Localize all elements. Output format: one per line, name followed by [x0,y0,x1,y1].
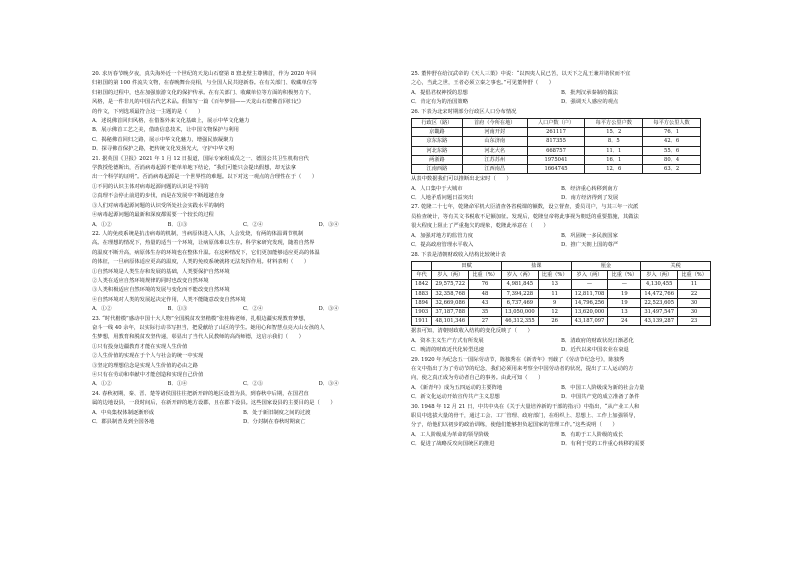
table-header-cell: 每平方公里人数 [643,119,701,128]
table-header-cell: 比重（%） [538,271,571,280]
question-stem: 风格，是一件非凡的中国古代艺术品。假如写一篇《百年梦圆——天龙山石窟佛首回归记》 [92,99,304,106]
question-28 [411,251,711,356]
question-stem: 分子，给他们以初步的政治训练，使他们能够担负起国家的管理工作。”这些说明（ ） [411,422,618,429]
table-cell: 江南西路 [412,165,463,174]
table-row [412,307,711,316]
options-grid [411,337,711,356]
question-stem: 26. 下表为北宋时期部分行政区人口分布情况 [411,108,517,115]
question-stem: 27. 乾隆二十七年，乾隆命军机大臣清查各省税课的额数，设立督查，委员司户，与其三年一次派 [411,204,639,211]
option-b: B．①③ [167,306,188,313]
option-a: A．人口集中于大城市 [411,185,463,192]
question-stem: 25. 董仲舒在给汉武帝的《天人三策》中说：“以四夷人民已苦，以天下之乱王兼并诸侯而不宜 [411,71,631,77]
table-cell: 32,669,086 [432,298,469,307]
question-stem: 在文中指出了为了劳动节的纪念，我们必须用来考察全中国劳动者的状况，提出了工人运动的方 [411,365,634,372]
table-header-cell: 田赋 [432,261,502,270]
option-a: A．工人阶级成为革命的领导阶级 [411,431,489,438]
question-stem: 很大程度上阻止了严重拖欠的现象，乾隆此举意在（ ） [411,223,549,230]
table-cell: 12,811,708 [571,289,608,298]
table-cell: 两浙路 [412,155,463,164]
question-stem: 高。在理想的情况下，热量的适当一个环境，让病原体难以生存。科学家研究发现，随着自然界 [92,240,315,247]
option-c: C．新文化运动开始宣传共产主义思想 [411,394,500,401]
table-cell: 48 [469,289,502,298]
table-cell: — [608,280,641,289]
question-stem: 22. 人的免疫系统是抗击病毒的机制，当病原体进入人体，人会发烧，有两的体温调节机制 [92,230,304,237]
statement-item: ①只有投身边疆教育才能在实现人生价值 [92,343,188,350]
table-cell: 42．6 [643,137,701,146]
table-subheader-row [412,271,711,280]
table-cell: 11 [538,289,571,298]
table-cell: 1883 [412,289,432,298]
question-stem: 29. 1920 年为纪念五一国际劳动节，陈独秀在《新青年》刊载了《劳动节纪念号》，陈独秀 [411,356,625,363]
left-column [92,70,394,427]
table-cell: 14,472,766 [641,289,678,298]
option-b: B．有助于工人阶级的成长 [561,431,624,438]
question-stem: 属的边地设县，一段时间后，在新开辟的地方设郡，且在郡下设县。这些国家设县的主要目的是（ ） [92,400,336,407]
question-stem: 归祖国的第 100 件流失文物，在春晚舞台亮相，与全国人民共迎新春。在有关部门、收藏单位等 [92,80,318,87]
question-stem: 之心，当此之世，王者必须立秦之事也。”可见董仲舒（ ） [411,80,555,87]
statement-item: ④只有在劳动和奉献中才能创造和实现自己价值 [92,372,204,378]
option-c: C．郡县制普及到全国各地 [92,419,155,426]
option-a: A．述说佛首回归风格，在借鉴外来文化基础上，展示中华文化魅力 [92,118,250,125]
table-cell: 76 [469,280,502,289]
option-d: D．中国共产党的成立准备了条件 [561,394,640,401]
table-header-cell: 关税 [641,261,711,270]
table-header-cell: 盐课 [501,261,571,270]
table-cell: — [571,280,608,289]
option-d: D．③④ [318,306,339,313]
table-cell: 63．2 [643,165,701,174]
question-stem: 28. 下表是清朝财政收入结构比较统计表 [411,251,506,258]
table-cell: 35 [469,307,502,316]
table-cell: 26 [538,317,571,326]
table-body [412,280,711,326]
table-cell: 山东济南 [462,137,527,146]
question-26 [411,108,711,204]
question-stem: 24. 春秋初期，秦、晋、楚等诸侯国往往把新开辟的地区设置为县，到春秋中后期，在国君直 [92,390,309,397]
option-b: B．经济重心转移到南方 [561,185,618,192]
table-cell: 14,796,256 [571,298,608,307]
option-a: A．①② [92,306,112,313]
table-cell: 76．1 [643,128,701,137]
table-cell: 13 [608,307,641,316]
table-cell: 1842 [412,280,432,289]
table-cell: 27 [469,317,502,326]
table-cell: 13,050,000 [501,307,538,316]
option-b: B．巩固统一多民族国家 [561,232,618,239]
table-cell: 37,187,788 [432,307,469,316]
revenue-table [411,261,711,326]
question-stem: 学教授伦德斯出，否消病毒起源不能单单地下结论，“我们可能只会提出假想，却无法拿 [92,165,296,172]
question-20 [92,70,394,155]
option-d: D．推广天朝上国的尊严 [561,242,619,249]
option-d: D．探寻佛首保护之路，把传统文化发扬光大，守护中华文明 [92,146,234,153]
question-30 [411,403,711,450]
table-row [412,137,701,146]
question-29 [411,356,711,403]
option-c: C．②④ [243,306,263,313]
table-cell: 1903 [412,307,432,316]
statement-item: ④自然环境对人类的发展起决定作用，人类不能随意改变自然环境 [92,296,246,303]
table-header-cell: 岁入（两） [501,271,538,280]
table-cell: 55．6 [643,146,701,155]
question-stem: 的体征，一旦病原体适应更高的温度，人类的免疫系统就将无法发挥作用。材料表明（ ） [92,259,310,266]
question-stem: 23. “时代楷模”感动中国十大人物”全国脱贫攻坚楷模”张桂梅老师，扎根边疆实现教育梦想， [92,315,309,322]
question-stem: 员检查统计，等有关文书税收不足额加征。发现后，乾隆皇帝将此事视为朝廷的重要措施，其做法 [411,213,639,220]
table-cell: 817355 [527,137,585,146]
table-cell: 22 [678,289,711,298]
table-header-cell: 年代 [412,271,432,280]
table-cell: 19 [608,298,641,307]
option-b: B．①③ [167,221,188,228]
table-cell: 32,358,768 [432,289,469,298]
options-row [92,380,394,389]
table-cell: 7,394,228 [501,289,538,298]
option-b: B．清政府的财政状况日渐恶化 [561,337,634,344]
table-cell: 24 [608,317,641,326]
table-row [412,317,711,326]
table-header-cell: 岁入（两） [571,271,608,280]
statement-item: ③人们对病毒起源问题的认识受所处社会实践水平的制约 [92,202,225,209]
question-stem: 生梦想，用教育和脱贫攻坚传递，彰显出了当代人民教师的高尚师德，这启示我们（ ） [92,334,304,341]
option-d: D．有利于党的工作重心转移的需要 [561,441,645,448]
question-stem: 奋斗一线 40 余年，以实际行动书写担当，把爱献给了山区的学生。她用心和智慧点亮大山女孩的人 [92,324,325,331]
question-stem: 职员中选拔大量的骨干，通过工会、工厂管理、政府部门，在组织上、思想上、工作上加强领导， [411,412,639,419]
option-a: A．中央集权体制逐渐形成 [92,409,155,416]
table-cell: 12 [538,307,571,316]
option-c: C．揭秘佛首回归之路，展示中华文化魅力，增强民族凝聚力 [92,136,234,143]
statement-item: ④病毒起源问题的最新和深度都需要一个较长的过程 [92,212,214,219]
option-c: C．②③ [243,381,263,388]
option-c: C．②④ [243,221,263,228]
table-cell: 15．2 [585,128,643,137]
options-row [92,221,394,230]
table-header-cell: 比重（%） [678,271,711,280]
statement-item: ③坚定的理想信念是实现人生价值的必由之路 [92,362,198,369]
option-a: A．加强对地方的监管力度 [411,232,474,239]
table-cell: 13 [538,280,571,289]
option-c: C．人地矛盾问题日益突出 [411,195,474,202]
table-cell: 23 [678,317,711,326]
table-cell: 46,312,355 [501,317,538,326]
table-row [412,146,701,155]
table-cell: 1975041 [527,155,585,164]
table-cell: 4,130,455 [641,280,678,289]
table-cell: 43,187,097 [571,317,608,326]
statement-item: ②人类在适应自然环境规律的同时也改变自然环境 [92,277,209,284]
question-23 [92,315,394,390]
options-grid [411,384,711,403]
table-cell: 11 [678,280,711,289]
table-header-cell: 每平方公里户数 [585,119,643,128]
table-cell: 30 [678,307,711,316]
question-22 [92,230,394,315]
table-header-cell: 首府（今所在地） [462,119,527,128]
question-25 [411,70,711,108]
question-stem: 21. 据英国《卫报》2021 年 1 月 12 日报道，国际专家组成员之一、德国公共卫生机构官代 [92,155,309,162]
option-d: D．③④ [318,221,339,228]
option-a: A．资本主义生产方式有所发展 [411,337,484,344]
option-b: B．展示佛首工艺之美，借助信息技术，让中国文物保护与利用 [92,127,239,134]
table-row [412,128,701,137]
table-cell: 261117 [527,128,585,137]
statement-item: ③人类积极适应自然环境的发展与变化而不能改变自然环境 [92,287,230,294]
table-cell: 43,139,287 [641,317,678,326]
table-cell: 河南开封 [462,128,527,137]
options-grid [411,89,711,108]
option-b: B．处于新旧制度之间的过渡 [243,409,311,416]
table-row [412,280,711,289]
options-grid [411,185,711,204]
table-cell: 1911 [412,317,432,326]
question-stem: 向，使之真正成为劳动者自己的事务。由此可知（ ） [411,375,544,382]
table-cell: 11．1 [585,146,643,155]
option-b: B．批判汉承秦制的做法 [561,89,618,96]
option-d: D．分封制在春秋时期衰亡 [243,419,306,426]
question-stem: 的温度不断升高，病原体生存的环境也在整体升温。在这种情况下，它们更加能够适应更高的体温 [92,249,320,256]
table-header-cell: 人口户数（户） [527,119,585,128]
option-a: A．①② [92,221,112,228]
table-header-cell: 行政区（路） [412,119,463,128]
statement-item: ①自然环境是人类生存和发展的基础，人类要保护自然环境 [92,268,230,275]
right-column [411,70,711,450]
question-27 [411,203,711,250]
table-cell: 80．4 [643,155,701,164]
table-cell: 29,575,722 [432,280,469,289]
table-group-header-row [412,261,711,270]
table-cell: 668757 [527,146,585,155]
question-lead: 从表中数据我们可以推断出北宋时（ ） [411,176,512,183]
option-c: C．提高政府管理水平收入 [411,242,474,249]
question-stem: 的作文，下列选项最符合这一主题的是（ ） [92,108,204,115]
option-b: B．中国工人阶级成为新的社会力量 [561,384,645,391]
table-header-row [412,119,701,128]
option-d: D．南方经济得到了发展 [561,195,619,202]
option-d: D．强调天人感应的观点 [561,99,619,106]
options-grid [92,409,394,428]
question-21 [92,155,394,230]
options-row [92,305,394,314]
statement-item: ①不同的认识主体对病毒起源问题的认识是不同的 [92,183,209,190]
table-cell: 48,101,346 [432,317,469,326]
table-header-cell: 岁入（两） [432,271,469,280]
table-row [412,155,701,164]
table-cell: 河北东路 [412,146,463,155]
table-header-cell: 厘金 [571,261,641,270]
option-b: B．①④ [167,381,188,388]
table-cell: 京东东路 [412,137,463,146]
table-header-cell: 岁入（两） [641,271,678,280]
options-grid [411,431,711,450]
table-cell: 9 [538,298,571,307]
table-cell: 江西南昌 [462,165,527,174]
table-row [412,289,711,298]
option-d: D．③④ [318,381,339,388]
table-cell: 河北大名 [462,146,527,155]
table-header-cell [412,261,432,270]
table-cell: 22,523,605 [641,298,678,307]
table-body [412,128,701,174]
options-grid [411,232,711,251]
option-c: C．促进了战略反攻向国统区的推进 [411,441,495,448]
question-stem: 出一个科学的证明”。否消病毒起源是一个世界性的难题。以下对这一观点的合理性在于（ ） [92,174,318,181]
table-cell: 4,981,845 [501,280,538,289]
table-header-cell: 比重（%） [469,271,502,280]
table-cell: 8．5 [585,137,643,146]
statement-item: ②真理不会停止前进的步伐，而是在发展中不断超越自身 [92,193,225,200]
table-cell: 16．1 [585,155,643,164]
table-cell: 13,620,000 [571,307,608,316]
statement-item: ②人生价值的实现在于个人与社会的统一中实现 [92,353,204,360]
option-a: A．《新青年》成为五四运动的主要阵地 [411,384,503,391]
table-cell: 12．6 [585,165,643,174]
table-row [412,298,711,307]
table-cell: 6,737,469 [501,298,538,307]
table-cell: 31,497,547 [641,307,678,316]
question-stem: 30. 1948 年 12 月 21 日，中共中央在《关于大量培养新的干部的指示》中指出，“从产业工人和 [411,403,640,410]
table-cell: 43 [469,298,502,307]
table-cell: 1894 [412,298,432,307]
table-cell: 江苏苏州 [462,155,527,164]
option-d: D．近代以来中国农业在衰退 [561,347,629,354]
table-header-cell: 比重（%） [608,271,641,280]
option-c: C．晚清的财政近代化转型迅速 [411,347,484,354]
table-row [412,165,701,174]
question-stem: 20. 求历春节晚夕夜，真失海外近一个世纪的天龙山石窟第 8 窟北壁主尊佛首，作为 2020 年回 [92,71,317,77]
table-cell: 30 [678,298,711,307]
table-cell: 京畿路 [412,128,463,137]
question-24 [92,390,394,428]
table-cell: 19 [608,289,641,298]
option-a: A．提倡君权神授的思想 [411,89,468,96]
question-lead: 据表可知，清朝财政收入结构的变化反映了（ ） [411,328,533,335]
option-a: A．①② [92,381,112,388]
question-stem: 归祖国的过程中，也在加强旅游文化的保护传承。在有关部门、收藏单位等方面的积极努力下， [92,89,315,96]
population-table [411,118,701,174]
table-cell: 1664745 [527,165,585,174]
option-c: C．肯定有为的治国策略 [411,99,469,106]
